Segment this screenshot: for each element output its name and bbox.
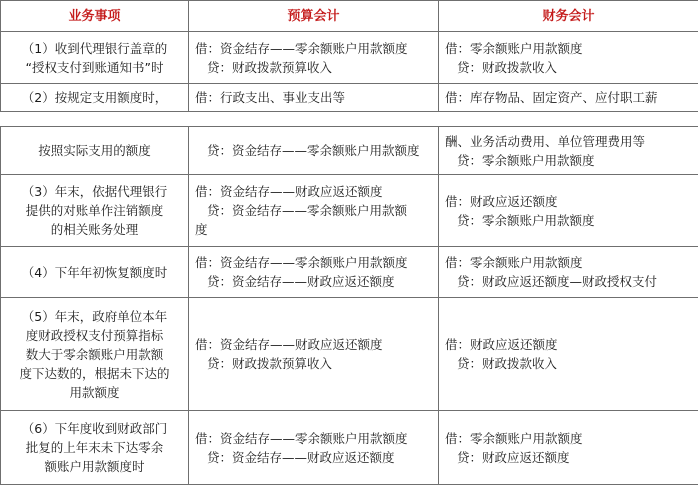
cell-line: 借：资金结存——财政应返还额度 [195, 184, 383, 199]
budget-accounting-cell [189, 298, 439, 411]
business-item-cell [1, 247, 189, 298]
cell-line: 借：资金结存——零余额账户用款额度 [195, 40, 408, 56]
accounting-table-top [0, 0, 698, 112]
financial-accounting-cell [439, 84, 698, 112]
cell-line: 借：财政应返还额度 [445, 193, 558, 209]
cell-line: “授权支付到账通知书”时 [25, 59, 164, 75]
cell-line: 贷：财政应返还额度 [457, 449, 570, 465]
cell-line: 借：零余额账户用款额度 [445, 255, 583, 270]
table-row [1, 32, 698, 84]
financial-accounting-cell [439, 127, 698, 175]
budget-accounting-cell [189, 84, 439, 112]
financial-accounting-cell [439, 175, 698, 247]
table-header-row [1, 1, 698, 32]
budget-accounting-cell [189, 247, 439, 298]
cell-line: 贷：财政应返还额度—财政授权支付 [457, 274, 658, 289]
cell-line: 借：资金结存——零余额账户用款额度 [195, 430, 408, 446]
cell-line: 批复的上年末未下达零余 [25, 440, 164, 455]
cell-line: 借：资金结存——财政应返还额度 [195, 337, 383, 352]
financial-accounting-cell [439, 32, 698, 84]
cell-line: 度财政授权支付预算指标 [25, 327, 164, 343]
cell-line: 贷：资金结存——财政应返还额度 [207, 274, 395, 289]
cell-line: 酬、业务活动费用、单位管理费用等 [445, 133, 646, 149]
table-row [1, 175, 698, 247]
table-row [1, 84, 698, 112]
cell-line: 贷：资金结存——财政应返还额度 [207, 449, 395, 465]
cell-line: 借：库存物品、固定资产、应付职工薪 [445, 90, 658, 105]
header-business-item: 业务事项 [1, 1, 189, 32]
cell-line: 度下达数的，根据未下达的 [19, 365, 170, 381]
cell-line: 贷：财政拨款收入 [457, 59, 558, 75]
cell-line: 额账户用款额度时 [44, 459, 145, 474]
business-item-cell [1, 411, 189, 485]
cell-line: 贷：财政拨款预算收入 [207, 59, 333, 75]
cell-line: （3）年末，依据代理银行 [21, 184, 168, 199]
cell-line: 贷：财政拨款收入 [457, 356, 558, 371]
header-financial-accounting: 财务会计 [439, 1, 698, 32]
cell-line: 数大于零余额账户用款额 [25, 346, 164, 362]
cell-line: （1）收到代理银行盖章的 [21, 40, 168, 56]
budget-accounting-cell [189, 411, 439, 485]
cell-line: （2）按规定支用额度时， [21, 90, 168, 105]
cell-line: 按照实际支用的额度 [38, 143, 151, 158]
page-break-gap [0, 116, 698, 126]
header-budget-accounting: 预算会计 [189, 1, 439, 32]
table-row [1, 298, 698, 411]
table-row [1, 127, 698, 175]
cell-line: 借：行政支出、事业支出等 [195, 90, 346, 105]
financial-accounting-cell [439, 247, 698, 298]
cell-line: （5）年末，政府单位本年 [21, 308, 168, 324]
table-row [1, 247, 698, 298]
budget-accounting-cell [189, 32, 439, 84]
business-item-cell [1, 175, 189, 247]
cell-line: （4）下年年初恢复额度时 [21, 264, 168, 280]
cell-line: 贷：零余额账户用款额度 [457, 212, 595, 228]
budget-accounting-cell [189, 127, 439, 175]
business-item-cell [1, 127, 189, 175]
cell-line: 借：零余额账户用款额度 [445, 430, 583, 446]
cell-line: 贷：财政拨款预算收入 [207, 356, 333, 371]
accounting-table-bottom [0, 126, 698, 485]
business-item-cell [1, 298, 189, 411]
financial-accounting-cell [439, 411, 698, 485]
cell-line: 度 [195, 222, 208, 237]
cell-line: 贷：零余额账户用款额度 [457, 152, 595, 168]
cell-line: 提供的对账单作注销额度 [25, 203, 164, 218]
cell-line: 贷：资金结存——零余额账户用款额 [207, 203, 408, 218]
business-item-cell [1, 84, 189, 112]
business-item-cell [1, 32, 189, 84]
budget-accounting-cell [189, 175, 439, 247]
cell-line: 用款额度 [69, 384, 120, 400]
cell-line: 的相关账务处理 [50, 222, 139, 237]
financial-accounting-cell [439, 298, 698, 411]
cell-line: 借：财政应返还额度 [445, 337, 558, 352]
cell-line: （6）下年度收到财政部门 [21, 421, 168, 436]
table-row [1, 411, 698, 485]
cell-line: 借：资金结存——零余额账户用款额度 [195, 255, 408, 270]
cell-line: 贷：资金结存——零余额账户用款额度 [207, 143, 420, 158]
cell-line: 借：零余额账户用款额度 [445, 40, 583, 56]
